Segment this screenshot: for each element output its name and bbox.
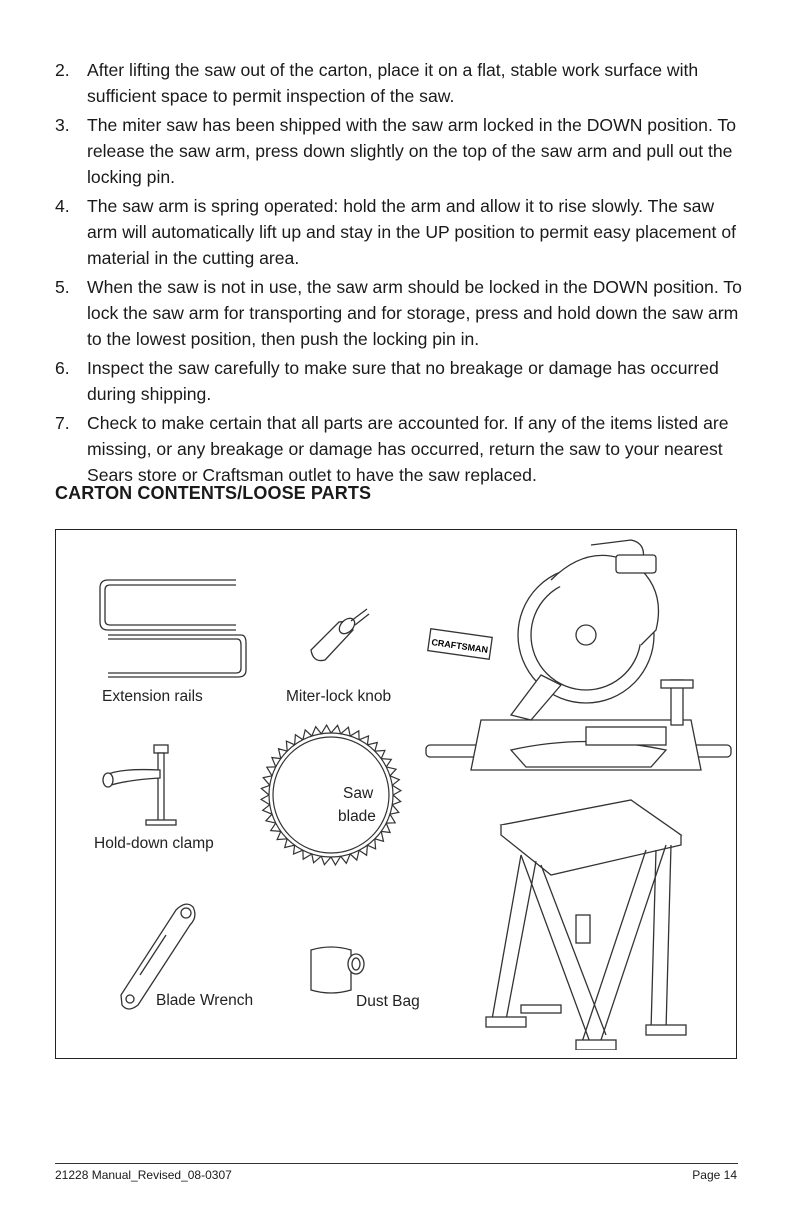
page-number: Page 14 bbox=[692, 1168, 737, 1182]
extension-rails-label: Extension rails bbox=[102, 688, 203, 705]
instruction-item bbox=[55, 112, 745, 190]
instruction-item bbox=[55, 193, 745, 271]
item-number: 7. bbox=[55, 413, 70, 433]
hold-down-clamp-label: Hold-down clamp bbox=[94, 835, 214, 852]
saw-blade-illustration bbox=[256, 720, 406, 870]
instruction-item bbox=[55, 410, 745, 488]
item-text: The saw arm is spring operated: hold the arm and allow it to rise slowly. The saw arm will automatically lift up and stay in the UP position to permit easy placement of material in the cutting area. bbox=[87, 196, 736, 268]
item-number: 4. bbox=[55, 196, 70, 216]
carton-contents-figure bbox=[55, 529, 737, 1059]
brand-logo bbox=[428, 629, 492, 659]
instruction-item bbox=[55, 57, 745, 109]
miter-lock-knob-illustration bbox=[301, 605, 376, 675]
instruction-item bbox=[55, 274, 745, 352]
footer-doc-id: 21228 Manual_Revised_08-0307 bbox=[55, 1168, 232, 1182]
svg-text:CRAFTSMAN: CRAFTSMAN bbox=[430, 637, 489, 655]
item-text: Check to make certain that all parts are accounted for. If any of the items listed are missing, or any breakage or damage has occurred, return the saw to your nearest Sears store or Craftsman outlet to have the saw replaced. bbox=[87, 413, 729, 485]
miter-saw-illustration bbox=[421, 535, 736, 800]
saw-blade-label-line2: blade bbox=[338, 808, 376, 825]
item-text: Inspect the saw carefully to make sure that no breakage or damage has occurred during shipping. bbox=[87, 358, 719, 404]
extension-rails-illustration bbox=[96, 575, 256, 685]
saw-blade-teeth bbox=[261, 725, 401, 865]
item-text: When the saw is not in use, the saw arm should be locked in the DOWN position. To lock the saw arm for transporting and for storage, press and hold down the saw arm to the lowest position, then push the locking pin in. bbox=[87, 277, 742, 349]
blade-wrench-label: Blade Wrench bbox=[156, 992, 254, 1009]
instruction-item bbox=[55, 355, 745, 407]
instruction-list bbox=[55, 57, 745, 491]
miter-lock-knob-label: Miter-lock knob bbox=[286, 688, 392, 705]
item-number: 2. bbox=[55, 60, 70, 80]
item-text: The miter saw has been shipped with the saw arm locked in the DOWN position. To release the saw arm, press down slightly on the top of the saw arm and pull out the locking pin. bbox=[87, 115, 736, 187]
item-number: 5. bbox=[55, 277, 70, 297]
item-number: 3. bbox=[55, 115, 70, 135]
dust-bag-illustration bbox=[306, 940, 376, 1000]
section-heading: CARTON CONTENTS/LOOSE PARTS bbox=[55, 483, 372, 503]
item-text: After lifting the saw out of the carton, place it on a flat, stable work surface with sufficient space to permit inspection of the saw. bbox=[87, 60, 699, 106]
hold-down-clamp-illustration bbox=[96, 740, 196, 830]
saw-blade-label-line1: Saw bbox=[343, 785, 374, 802]
item-number: 6. bbox=[55, 358, 70, 378]
dust-bag-label: Dust Bag bbox=[356, 993, 420, 1010]
footer-divider bbox=[55, 1163, 738, 1164]
work-stand-illustration bbox=[481, 795, 696, 1050]
